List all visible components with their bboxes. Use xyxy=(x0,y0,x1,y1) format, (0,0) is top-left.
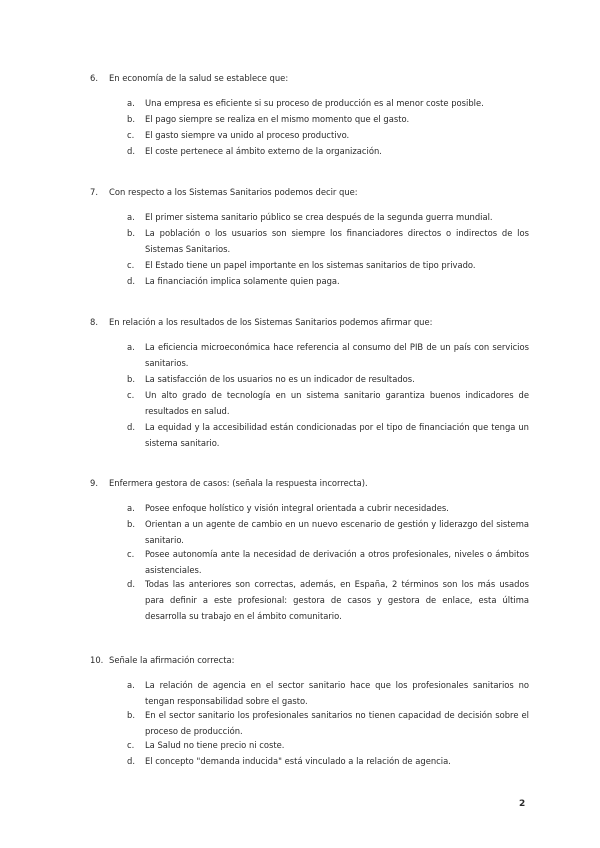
question-text: Con respecto a los Sistemas Sanitarios podemos decir que: xyxy=(109,187,358,197)
option-text: La eficiencia microeconómica hace referencia al consumo del PIB de un país con servicios sanitarios. xyxy=(145,342,529,368)
option-letter: d. xyxy=(127,422,135,432)
option-letter: c. xyxy=(127,130,135,140)
option-letter: a. xyxy=(127,212,135,222)
question-text: Señale la afirmación correcta: xyxy=(109,655,235,665)
option-letter: c. xyxy=(127,740,135,750)
option-b xyxy=(127,516,529,548)
option-text: En el sector sanitario los profesionales sanitarios no tienen capacidad de decisión sobre el proceso de producción. xyxy=(145,710,529,736)
option-d xyxy=(127,273,529,289)
option-letter: d. xyxy=(127,756,135,766)
option-letter: c. xyxy=(127,549,135,559)
option-letter: a. xyxy=(127,503,135,513)
option-b xyxy=(127,707,529,739)
option-d xyxy=(127,576,529,624)
option-letter: b. xyxy=(127,114,135,124)
option-d xyxy=(127,753,529,769)
option-c xyxy=(127,737,529,753)
option-a xyxy=(127,209,529,225)
option-text: La Salud no tiene precio ni coste. xyxy=(145,740,285,750)
question-stem xyxy=(90,186,358,198)
option-text: El gasto siempre va unido al proceso productivo. xyxy=(145,130,350,140)
question-text: En economía de la salud se establece que: xyxy=(109,73,289,83)
option-b xyxy=(127,371,529,387)
option-letter: b. xyxy=(127,228,135,238)
question-number: 9. xyxy=(90,478,98,488)
question-number: 6. xyxy=(90,73,98,83)
option-text: Posee enfoque holístico y visión integral orientada a cubrir necesidades. xyxy=(145,503,449,513)
option-text: La satisfacción de los usuarios no es un indicador de resultados. xyxy=(145,374,415,384)
option-text: El concepto "demanda inducida" está vinculado a la relación de agencia. xyxy=(145,756,451,766)
option-d xyxy=(127,419,529,451)
option-a xyxy=(127,500,529,516)
option-letter: c. xyxy=(127,390,135,400)
option-a xyxy=(127,339,529,371)
option-text: El primer sistema sanitario público se crea después de la segunda guerra mundial. xyxy=(145,212,493,222)
option-text: Una empresa es eficiente si su proceso de producción es al menor coste posible. xyxy=(145,98,484,108)
option-c xyxy=(127,257,529,273)
option-text: El Estado tiene un papel importante en los sistemas sanitarios de tipo privado. xyxy=(145,260,476,270)
question-text: Enfermera gestora de casos: (señala la respuesta incorrecta). xyxy=(109,478,368,488)
option-letter: b. xyxy=(127,374,135,384)
option-d xyxy=(127,143,529,159)
option-text: La financiación implica solamente quien paga. xyxy=(145,276,340,286)
option-letter: a. xyxy=(127,342,135,352)
option-letter: a. xyxy=(127,98,135,108)
option-text: El coste pertenece al ámbito externo de la organización. xyxy=(145,146,382,156)
option-text: Posee autonomía ante la necesidad de derivación a otros profesionales, niveles o ámbitos asistenciales. xyxy=(145,549,529,575)
option-text: La equidad y la accesibilidad están condicionadas por el tipo de financiación que tenga un sistema sanitario. xyxy=(145,422,529,448)
question-number: 8. xyxy=(90,317,98,327)
option-letter: d. xyxy=(127,146,135,156)
option-a xyxy=(127,95,529,111)
option-letter: c. xyxy=(127,260,135,270)
option-c xyxy=(127,127,529,143)
option-letter: b. xyxy=(127,710,135,720)
question-stem xyxy=(90,477,368,489)
option-text: La relación de agencia en el sector sanitario hace que los profesionales sanitarios no tengan responsabilidad sobre el gasto. xyxy=(145,680,529,706)
option-letter: a. xyxy=(127,680,135,690)
question-number: 7. xyxy=(90,187,98,197)
page-number: 2 xyxy=(519,799,526,809)
option-text: Un alto grado de tecnología en un sistema sanitario garantiza buenos indicadores de resultados en salud. xyxy=(145,390,529,416)
option-text: La población o los usuarios son siempre los financiadores directos o indirectos de los Sistemas Sanitarios. xyxy=(145,228,529,254)
option-b xyxy=(127,225,529,257)
option-text: Orientan a un agente de cambio en un nuevo escenario de gestión y liderazgo del sistema sanitario. xyxy=(145,519,529,545)
question-stem xyxy=(90,654,234,666)
option-c xyxy=(127,546,529,578)
option-a xyxy=(127,677,529,709)
question-text: En relación a los resultados de los Sistemas Sanitarios podemos afirmar que: xyxy=(109,317,433,327)
option-letter: d. xyxy=(127,579,135,589)
question-stem xyxy=(90,72,288,84)
question-stem xyxy=(90,316,432,328)
question-number: 10. xyxy=(90,655,104,665)
option-b xyxy=(127,111,529,127)
option-letter: d. xyxy=(127,276,135,286)
option-letter: b. xyxy=(127,519,135,529)
option-c xyxy=(127,387,529,419)
option-text: El pago siempre se realiza en el mismo momento que el gasto. xyxy=(145,114,410,124)
option-text: Todas las anteriores son correctas, además, en España, 2 términos son los más usados para definir a este profesional: gestora de casos y gestora de enlace, esta última desarrolla su trabajo en el ámbito comunitario. xyxy=(145,579,529,621)
